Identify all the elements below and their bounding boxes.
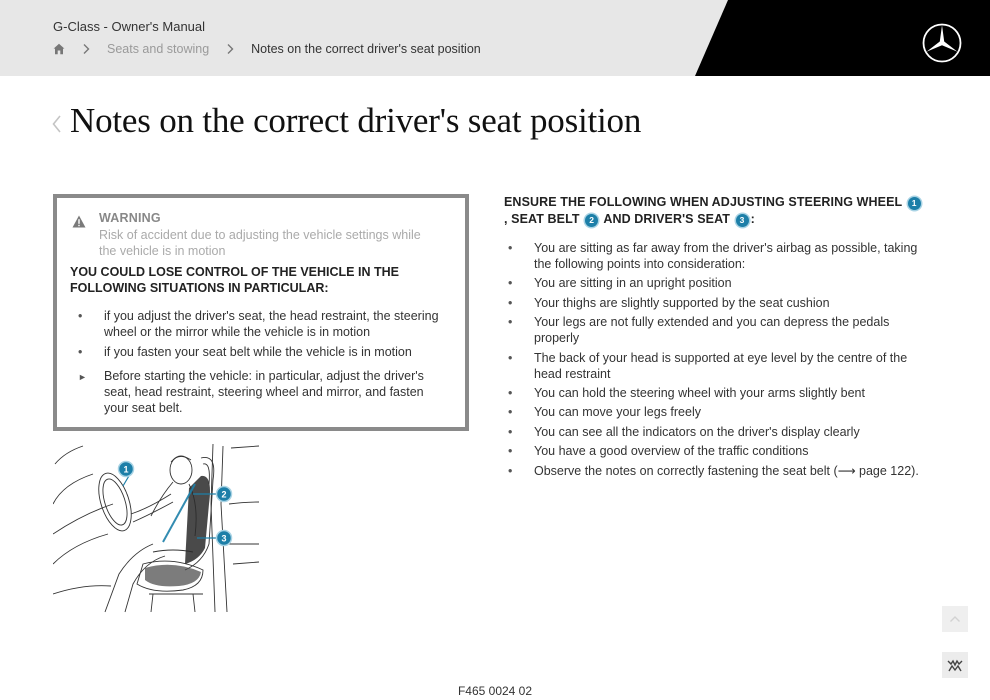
list-item: [504, 443, 924, 459]
list-item: [504, 404, 924, 420]
header: [0, 0, 990, 76]
heading-text: , SEAT BELT: [504, 212, 580, 226]
bullet: •: [508, 350, 513, 365]
bullet: •: [508, 463, 513, 478]
svg-text:3: 3: [221, 533, 227, 544]
back-arrow-icon[interactable]: [51, 114, 63, 134]
list-item-text: You have a good overview of the traffic conditions: [534, 444, 809, 459]
list-item-text: Your thighs are slightly supported by the seat cushion: [534, 295, 830, 310]
instructions-heading: [504, 194, 924, 228]
list-item: [504, 275, 924, 291]
warning-heading: WARNING: [99, 211, 161, 225]
breadcrumb-seats-and-stowing[interactable]: Seats and stowing: [107, 42, 210, 56]
bullet: •: [508, 405, 513, 420]
warning-action: [70, 368, 450, 416]
list-item-text: You are sitting in an upright position: [534, 276, 732, 291]
breadcrumb-current: Notes on the correct driver's seat position: [251, 42, 481, 56]
chevron-right-icon: [225, 43, 235, 55]
page-title: Notes on the correct driver's seat position: [70, 101, 642, 140]
mercedes-star-icon[interactable]: [921, 22, 963, 64]
callout-3: [217, 531, 232, 546]
callout-2: [217, 487, 232, 502]
warning-list-item: [70, 308, 450, 340]
svg-text:2: 2: [221, 489, 227, 500]
list-item: [504, 295, 924, 311]
callout-1: [119, 462, 134, 477]
chevron-right-icon: [81, 43, 91, 55]
home-icon[interactable]: [53, 43, 65, 55]
badge-steering-wheel: 1: [908, 197, 921, 210]
warning-item-text: if you adjust the driver's seat, the head restraint, the steering wheel or the mirror while the vehicle is in motion: [104, 309, 439, 339]
figure-id: F465 0024 02: [457, 684, 533, 698]
list-item-text: The back of your head is supported at eye level by the centre of the head restraint: [534, 350, 908, 381]
list-item-text: Your legs are not fully extended and you can depress the pedals properly: [534, 315, 890, 346]
bullet: •: [508, 424, 513, 439]
badge-seat-belt: 2: [585, 214, 598, 227]
list-item: [504, 424, 924, 440]
warning-list-item: [70, 344, 450, 360]
list-item: [504, 314, 924, 346]
heading-text: AND DRIVER'S SEAT: [603, 212, 731, 226]
warning-action-text: Before starting the vehicle: in particular, adjust the driver's seat, head restraint, steering wheel and mirror, and fasten your seat belt.: [104, 369, 424, 415]
feedback-icon: [947, 658, 963, 672]
list-item: [504, 350, 924, 382]
warning-lead: YOU COULD LOSE CONTROL OF THE VEHICLE IN THE FOLLOWING SITUATIONS IN PARTICULAR:: [70, 265, 399, 295]
bullet: •: [508, 385, 513, 400]
scroll-to-top-button[interactable]: [942, 606, 968, 632]
bullet: •: [508, 315, 513, 330]
list-item-text: You can see all the indicators on the driver's display clearly: [534, 424, 860, 439]
list-item-text: You can hold the steering wheel with your arms slightly bent: [534, 385, 865, 400]
list-item: [504, 463, 924, 479]
bullet: •: [508, 276, 513, 291]
warning-subheading: Risk of accident due to adjusting the vehicle settings while the vehicle is in motion: [99, 228, 421, 258]
instructions-list: [504, 240, 924, 482]
svg-text:1: 1: [123, 464, 129, 475]
warning-triangle-icon: [72, 215, 86, 228]
seat-position-illustration: [53, 444, 261, 614]
badge-drivers-seat: 3: [736, 214, 749, 227]
list-item-text: You are sitting as far away from the driver's airbag as possible, taking the following points into consideration:: [534, 241, 918, 271]
document-title: G-Class - Owner's Manual: [53, 19, 206, 34]
warning-box: [53, 194, 469, 431]
heading-text: :: [750, 212, 755, 226]
warning-list: [70, 308, 450, 364]
list-item: [504, 385, 924, 401]
list-item-text: You can move your legs freely: [534, 405, 701, 420]
bullet: •: [508, 241, 513, 255]
feedback-button[interactable]: [942, 652, 968, 678]
bullet: •: [508, 295, 513, 310]
warning-item-text: if you fasten your seat belt while the vehicle is in motion: [104, 345, 412, 359]
chevron-up-icon: [949, 614, 961, 624]
bullet: •: [78, 309, 83, 323]
bullet: •: [78, 345, 83, 359]
heading-text: ENSURE THE FOLLOWING WHEN ADJUSTING STEERING WHEEL: [504, 195, 903, 209]
page-reference-link[interactable]: Observe the notes on correctly fastening the seat belt (⟶ page 122).: [534, 463, 919, 478]
bullet: •: [508, 444, 513, 459]
action-triangle-icon: ►: [78, 372, 87, 382]
list-item: [504, 240, 924, 272]
breadcrumb: [53, 42, 481, 56]
